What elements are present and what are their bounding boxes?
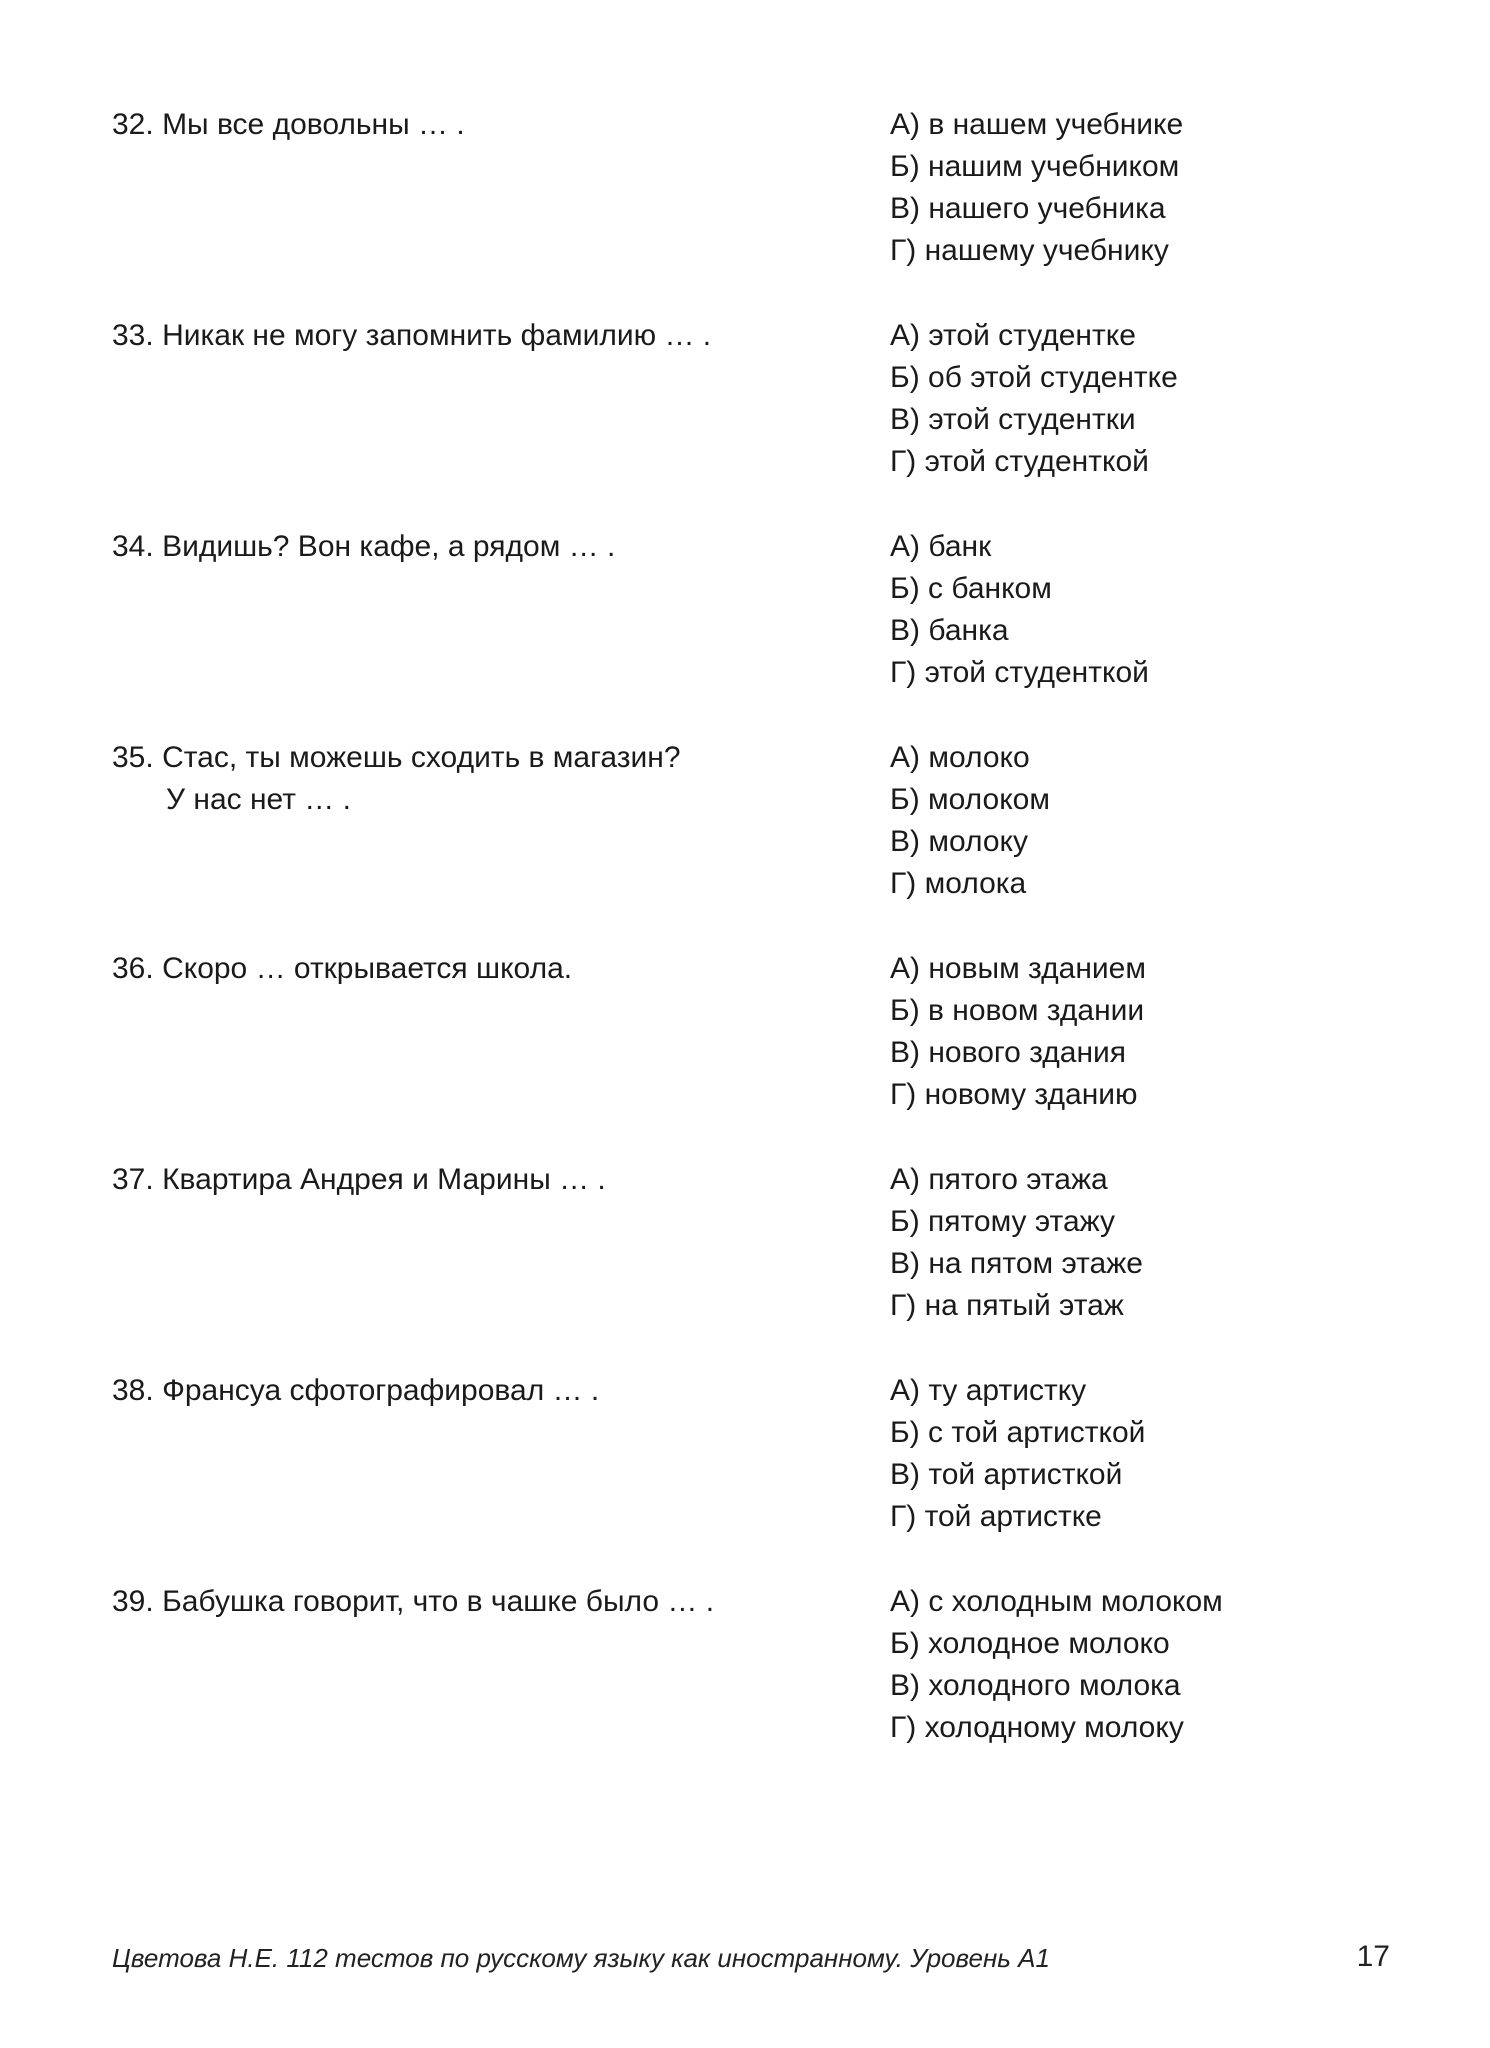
- question-number: 33.: [112, 319, 154, 352]
- option-a: А) молоко: [890, 741, 1030, 774]
- option-g: Г) нашему учебнику: [890, 234, 1169, 267]
- answer-options: [890, 737, 1410, 905]
- question-prompt: [112, 737, 872, 821]
- option-b: Б) с той артисткой: [890, 1416, 1146, 1449]
- answer-options: [890, 1581, 1410, 1749]
- option-v: В) этой студентки: [890, 403, 1136, 436]
- question-35: [112, 737, 1412, 948]
- question-32: [112, 104, 1412, 315]
- option-a: А) ту артистку: [890, 1374, 1087, 1407]
- question-prompt: [112, 1370, 872, 1412]
- option-b: Б) холодное молоко: [890, 1627, 1170, 1660]
- option-v: В) молоку: [890, 825, 1028, 858]
- question-list: [112, 104, 1412, 1792]
- answer-options: [890, 104, 1410, 272]
- answer-options: [890, 1159, 1410, 1327]
- question-number: 35.: [112, 741, 154, 774]
- option-a: А) этой студентке: [890, 319, 1136, 352]
- question-34: [112, 526, 1412, 737]
- question-text: Мы все довольны … .: [162, 108, 465, 141]
- option-v: В) холодного молока: [890, 1669, 1181, 1702]
- question-number: 34.: [112, 530, 154, 563]
- question-text: Квартира Андрея и Марины … .: [162, 1163, 606, 1196]
- option-v: В) той артисткой: [890, 1458, 1123, 1491]
- option-g: Г) этой студенткой: [890, 445, 1149, 478]
- question-38: [112, 1370, 1412, 1581]
- answer-options: [890, 948, 1410, 1116]
- question-number: 36.: [112, 952, 154, 985]
- option-g: Г) этой студенткой: [890, 656, 1149, 689]
- option-a: А) в нашем учебнике: [890, 108, 1184, 141]
- question-39: [112, 1581, 1412, 1792]
- answer-options: [890, 315, 1410, 483]
- option-v: В) на пятом этаже: [890, 1247, 1143, 1280]
- option-v: В) нашего учебника: [890, 192, 1166, 225]
- question-33: [112, 315, 1412, 526]
- question-text: Скоро … открывается школа.: [162, 952, 573, 985]
- option-a: А) пятого этажа: [890, 1163, 1108, 1196]
- option-g: Г) холодному молоку: [890, 1711, 1184, 1744]
- question-prompt: [112, 948, 872, 990]
- question-text: Стас, ты можешь сходить в магазин?: [162, 741, 681, 774]
- question-number: 37.: [112, 1163, 154, 1196]
- question-prompt: [112, 1159, 872, 1201]
- option-a: А) банк: [890, 530, 992, 563]
- footer-citation: Цветова Н.Е. 112 тестов по русскому языку как иностранному. Уровень А1: [112, 1943, 1050, 1973]
- question-prompt: [112, 104, 872, 146]
- question-prompt: [112, 526, 872, 568]
- question-prompt: [112, 315, 872, 357]
- question-number: 38.: [112, 1374, 154, 1407]
- option-b: Б) молоком: [890, 783, 1050, 816]
- option-v: В) нового здания: [890, 1036, 1127, 1069]
- page-number: 17: [1356, 1940, 1390, 1973]
- question-37: [112, 1159, 1412, 1370]
- question-number: 32.: [112, 108, 154, 141]
- option-g: Г) молока: [890, 867, 1027, 900]
- option-b: Б) пятому этажу: [890, 1205, 1116, 1238]
- question-text: Никак не могу запомнить фамилию … .: [162, 319, 712, 352]
- option-v: В) банка: [890, 614, 1009, 647]
- option-a: А) новым зданием: [890, 952, 1146, 985]
- question-text: Видишь? Вон кафе, а рядом … .: [162, 530, 616, 563]
- option-g: Г) той артистке: [890, 1500, 1102, 1533]
- option-a: А) с холодным молоком: [890, 1585, 1223, 1618]
- question-text: Бабушка говорит, что в чашке было … .: [162, 1585, 715, 1618]
- option-g: Г) новому зданию: [890, 1078, 1138, 1111]
- answer-options: [890, 1370, 1410, 1538]
- question-number: 39.: [112, 1585, 154, 1618]
- answer-options: [890, 526, 1410, 694]
- option-b: Б) с банком: [890, 572, 1052, 605]
- option-b: Б) об этой студентке: [890, 361, 1178, 394]
- option-g: Г) на пятый этаж: [890, 1289, 1124, 1322]
- option-b: Б) в новом здании: [890, 994, 1145, 1027]
- option-b: Б) нашим учебником: [890, 150, 1180, 183]
- question-text: Франсуа сфотографировал … .: [162, 1374, 600, 1407]
- question-36: [112, 948, 1412, 1159]
- question-text-line-2: У нас нет … .: [166, 783, 351, 816]
- question-prompt: [112, 1581, 872, 1623]
